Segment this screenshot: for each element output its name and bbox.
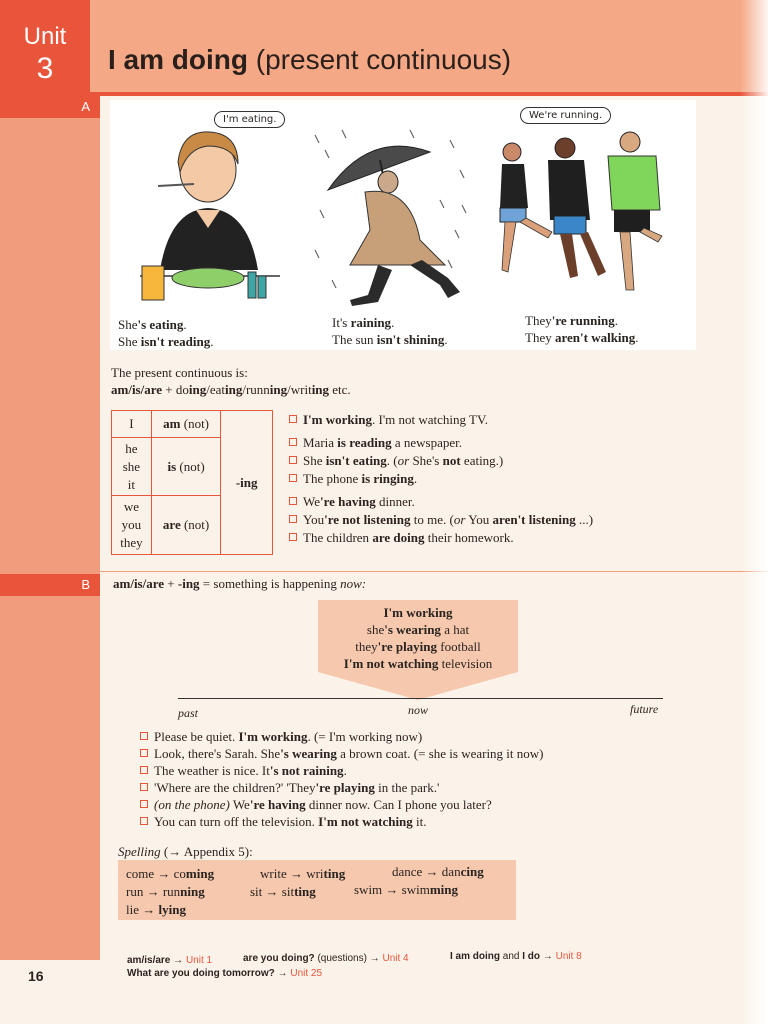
verb-cell: am (not) [151, 411, 221, 438]
caption-raining-line1: It's raining. [332, 315, 395, 330]
example-b-4: 'Where are the children?' 'They're playing in the park.' [140, 779, 544, 796]
page-title-main: I am doing [108, 44, 248, 75]
footer-ref-unit25[interactable]: What are you doing tomorrow? → Unit 25 [127, 968, 323, 979]
example-a-5: We're having dinner. [289, 493, 593, 511]
caption-running-line1: They're running. [525, 313, 618, 328]
intro-line-2: am/is/are + doing/eating/running/writing etc. [111, 382, 351, 397]
example-a-6: You're not listening to me. (or You aren't listening ...) [289, 511, 593, 529]
timeline-future: future [630, 702, 659, 716]
speech-bubble-running: We're running. [520, 107, 611, 124]
left-sidebar [0, 0, 100, 1024]
caption-raining-line2: The sun isn't shining. [332, 332, 448, 347]
example-b-2: Look, there's Sarah. She's wearing a brown coat. (= she is wearing it now) [140, 745, 544, 762]
checkbox-bullet [140, 783, 148, 791]
page-title [108, 44, 511, 76]
unit-label: Unit [23, 23, 67, 50]
spelling-box [118, 860, 516, 920]
examples-a [289, 411, 593, 547]
example-b-1: Please be quiet. I'm working. (= I'm working now) [140, 728, 544, 745]
checkbox-bullet [289, 474, 297, 482]
example-a-3: She isn't eating. (or She's not eating.) [289, 452, 593, 470]
example-b-6: You can turn off the television. I'm not watching it. [140, 813, 544, 830]
checkbox-bullet [140, 749, 148, 757]
checkbox-bullet [289, 515, 297, 523]
footer-ref-unit1[interactable]: am/is/are → Unit 1 [127, 955, 213, 966]
woman-eating-illustration [140, 132, 280, 300]
section-tab-b: B [0, 574, 100, 596]
checkbox-bullet [289, 456, 297, 464]
example-a-2: Maria is reading a newspaper. [289, 434, 593, 452]
subject-cell: he she it [112, 438, 152, 496]
caption-raining [332, 314, 448, 348]
arrow-line-4: I'm not watching television [343, 656, 493, 671]
arrow-line-2: she's wearing a hat [366, 622, 470, 637]
spelling-write: write → writing [260, 866, 346, 881]
verb-cell: are (not) [151, 496, 221, 555]
unit-number: 3 [36, 52, 54, 85]
spelling-lie: lie → lying [126, 902, 186, 917]
caption-eating [118, 316, 213, 350]
page-title-sub: (present continuous) [255, 44, 512, 75]
verb-cell: is (not) [151, 438, 221, 496]
page-edge-shadow [740, 0, 768, 1024]
sidebar-footer-area [0, 960, 100, 1024]
example-a-4: The phone is ringing. [289, 470, 593, 488]
checkbox-bullet [289, 497, 297, 505]
checkbox-bullet [140, 766, 148, 774]
man-in-rain-illustration [315, 130, 466, 306]
caption-running-line2: They aren't walking. [525, 330, 639, 345]
checkbox-bullet [140, 817, 148, 825]
spelling-come: come → coming [126, 866, 215, 881]
spelling-label: Spelling (→ Appendix 5): [118, 844, 253, 859]
example-b-3: The weather is nice. It's not raining. [140, 762, 544, 779]
section-divider [0, 571, 768, 572]
spelling-run: run → running [126, 884, 205, 899]
footer-ref-unit4[interactable]: are you doing? (questions) → Unit 4 [243, 953, 409, 964]
checkbox-bullet [140, 800, 148, 808]
checkbox-bullet [289, 438, 297, 446]
illustration-panel [110, 100, 696, 350]
caption-eating-line2: She isn't reading. [118, 334, 214, 349]
runners-illustration [500, 132, 662, 290]
timeline-now: now [408, 703, 429, 717]
spelling-sit: sit → sitting [250, 884, 316, 899]
conjugation-table [111, 410, 273, 555]
footer-ref-unit8[interactable]: I am doing and I do → Unit 8 [450, 951, 582, 962]
arrow-line-1: I'm working [383, 605, 453, 620]
unit-badge [0, 0, 90, 92]
speech-bubble-eating: I'm eating. [214, 111, 285, 128]
caption-running [525, 312, 639, 346]
checkbox-bullet [140, 732, 148, 740]
now-arrow-text [318, 604, 518, 672]
spelling-swim: swim → swimming [354, 882, 459, 897]
example-b-5: (on the phone) We're having dinner now. Can I phone you later? [140, 796, 544, 813]
spelling-dance: dance → dancing [392, 864, 484, 879]
title-rule [0, 92, 768, 96]
checkbox-bullet [289, 533, 297, 541]
intro-line-1: The present continuous is: [111, 365, 248, 380]
page-number: 16 [28, 968, 44, 984]
timeline [178, 698, 663, 699]
checkbox-bullet [289, 415, 297, 423]
caption-eating-line1: She's eating. [118, 317, 187, 332]
example-a-7: The children are doing their homework. [289, 529, 593, 547]
section-b-heading: am/is/are + -ing = something is happening now: [113, 576, 367, 591]
ing-cell: -ing [221, 411, 273, 555]
subject-cell: we you they [112, 496, 152, 555]
example-a-1: I'm working. I'm not watching TV. [289, 411, 593, 429]
arrow-line-3: they're playing football [355, 639, 481, 654]
timeline-past: past [178, 706, 199, 720]
examples-b [140, 728, 544, 830]
section-tab-a: A [0, 96, 100, 118]
subject-cell: I [112, 411, 152, 438]
